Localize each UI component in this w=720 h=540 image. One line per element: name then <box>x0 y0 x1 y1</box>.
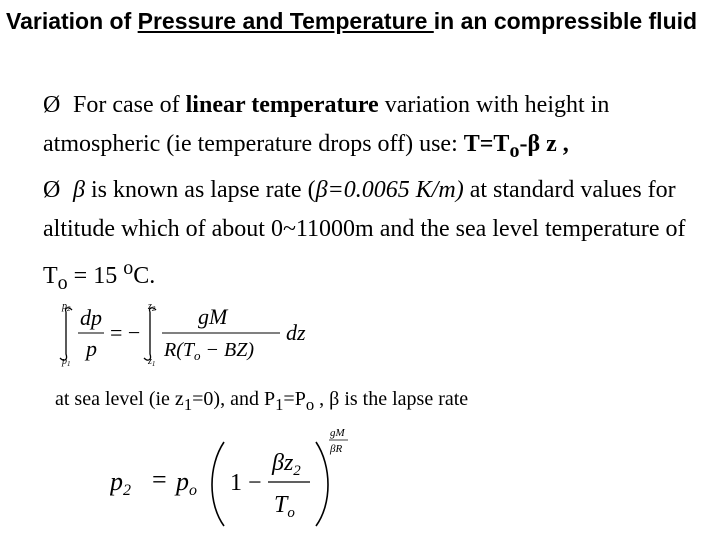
formula-head: T=T <box>463 131 510 157</box>
numerator-gM: gM <box>198 304 228 329</box>
p-naught: po <box>176 467 197 499</box>
left-paren <box>212 442 224 526</box>
bullet-text-a: For case of <box>73 92 186 118</box>
bullet-text-c: = 15 <box>67 262 124 289</box>
slide-title <box>6 6 714 37</box>
note-d: , β is the lapse rate <box>314 388 469 410</box>
formula-sub: o <box>509 139 520 162</box>
bullet-italic-value: β=0.0065 K/m) <box>315 176 464 203</box>
note-sub2: 1 <box>275 395 284 414</box>
pressure-altitude-equation <box>110 428 380 528</box>
degree-sup: o <box>123 256 134 279</box>
bullet-lapse-rate <box>43 171 711 303</box>
note-sub3: o <box>305 395 315 414</box>
note-c: =P <box>283 388 306 410</box>
temp-sub: o <box>57 271 68 294</box>
bullet-formula <box>463 131 569 162</box>
bullet-text-b: variation with height in atmospheric (ie temperature drops off) use: <box>43 92 610 157</box>
exponent-denominator: βR <box>330 443 343 455</box>
numerator-dp: dp <box>80 305 102 330</box>
equals-sign: = <box>152 465 167 494</box>
title-prefix: Variation of <box>6 8 138 34</box>
denominator-R-To-BZ: $R(T_o - BZ)$ <box>164 339 254 363</box>
one-minus: 1 − <box>230 470 262 496</box>
formula-tail: -β z , <box>519 131 569 157</box>
bullet-linear-temperature <box>43 86 711 171</box>
note-b: =0), and P <box>192 388 276 410</box>
lower-limit-z: $z_1$ <box>148 356 156 368</box>
sea-level-note <box>55 386 468 418</box>
integral-sign-left <box>60 308 72 360</box>
beta-symbol: β <box>73 176 85 203</box>
upper-limit-p: $p_2$ <box>62 301 71 313</box>
lower-limit-p: $p_1$ <box>62 356 71 368</box>
note-a: at sea level (ie z <box>55 388 184 410</box>
title-suffix: in an compressible fluid <box>433 8 698 34</box>
equals-minus: = − <box>110 320 141 345</box>
exponent-numerator: gM <box>330 428 345 439</box>
note-sub1: 1 <box>183 395 193 414</box>
arrow-bullet-icon: Ø <box>43 92 61 118</box>
fraction-denominator: $T_o$ <box>274 492 295 521</box>
title-underlined: Pressure and Temperature <box>137 8 434 34</box>
bullet-text-a: is known as lapse rate ( <box>84 176 316 203</box>
right-paren <box>316 442 328 526</box>
arrow-bullet-icon: Ø <box>43 176 61 203</box>
lhs-p2: p2 <box>110 467 131 499</box>
pressure-integral-equation <box>58 298 328 368</box>
fraction-numerator: $\beta z_2$ <box>272 450 301 479</box>
bullet-list <box>43 86 711 303</box>
upper-limit-z: $z_2$ <box>148 301 156 313</box>
bullet-text-b: at standard values for altitude which of about 0~11000m and the sea level temperature of T <box>43 176 686 289</box>
dz-term: dz <box>286 320 306 345</box>
bullet-text-d: C. <box>133 262 156 289</box>
bullet-bold-term: linear temperature <box>185 92 379 118</box>
denominator-p: p <box>86 336 97 361</box>
integral-sign-right <box>144 308 156 360</box>
